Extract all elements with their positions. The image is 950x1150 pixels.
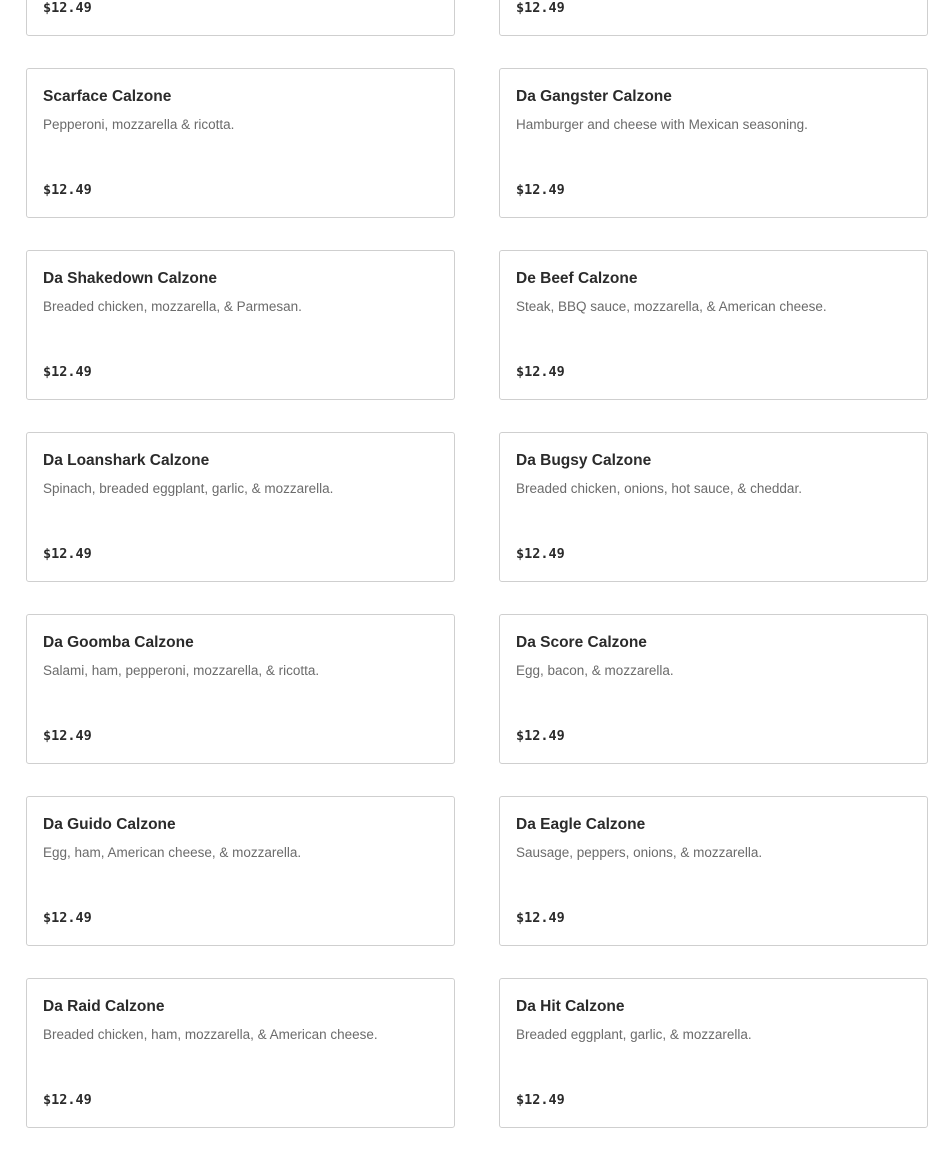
menu-item-price: $12.49 — [516, 546, 565, 562]
menu-item-card[interactable] — [26, 432, 455, 582]
menu-item-card[interactable] — [499, 796, 928, 946]
menu-item-name: Scarface Calzone — [43, 88, 172, 105]
menu-item-description: Steak, BBQ sauce, mozzarella, & American cheese. — [516, 299, 827, 314]
menu-item-description: Hamburger and cheese with Mexican seasoning. — [516, 117, 808, 132]
menu-item-price: $12.49 — [516, 910, 565, 926]
menu-item-name: Da Raid Calzone — [43, 998, 165, 1015]
menu-item-description: Spinach, breaded eggplant, garlic, & mozzarella. — [43, 481, 334, 496]
menu-item-name: Da Score Calzone — [516, 634, 647, 651]
menu-item-name: Da Eagle Calzone — [516, 816, 646, 833]
menu-item-card[interactable] — [26, 250, 455, 400]
menu-item-card[interactable] — [499, 0, 928, 36]
menu-item-card[interactable] — [499, 68, 928, 218]
menu-item-name: Da Goomba Calzone — [43, 634, 194, 651]
menu-item-description: Breaded chicken, mozzarella, & Parmesan. — [43, 299, 302, 314]
menu-item-name: Da Hit Calzone — [516, 998, 625, 1015]
menu-item-name: Da Gangster Calzone — [516, 88, 672, 105]
menu-item-price: $12.49 — [516, 1092, 565, 1108]
menu-item-price: $12.49 — [516, 364, 565, 380]
menu-item-price: $12.49 — [43, 1092, 92, 1108]
menu-item-grid — [26, 0, 928, 1128]
menu-item-card[interactable] — [26, 796, 455, 946]
menu-item-card[interactable] — [499, 978, 928, 1128]
menu-item-price: $12.49 — [43, 546, 92, 562]
menu-item-name: De Beef Calzone — [516, 270, 638, 287]
menu-item-description: Breaded eggplant, garlic, & mozzarella. — [516, 1027, 752, 1042]
menu-item-price: $12.49 — [516, 728, 565, 744]
menu-item-card[interactable] — [499, 250, 928, 400]
menu-item-description: Egg, ham, American cheese, & mozzarella. — [43, 845, 302, 860]
menu-item-card[interactable] — [26, 0, 455, 36]
menu-item-description: Egg, bacon, & mozzarella. — [516, 663, 674, 678]
menu-item-name: Da Shakedown Calzone — [43, 270, 217, 287]
menu-item-card[interactable] — [26, 614, 455, 764]
menu-item-description: Sausage, peppers, onions, & mozzarella. — [516, 845, 763, 860]
menu-item-card[interactable] — [26, 68, 455, 218]
menu-item-price: $12.49 — [43, 910, 92, 926]
menu-item-price: $12.49 — [43, 728, 92, 744]
menu-item-price: $12.49 — [516, 182, 565, 198]
menu-item-description: Breaded chicken, onions, hot sauce, & cheddar. — [516, 481, 802, 496]
menu-item-name: Da Bugsy Calzone — [516, 452, 652, 469]
menu-item-name: Da Guido Calzone — [43, 816, 176, 833]
menu-item-description: Breaded chicken, ham, mozzarella, & American cheese. — [43, 1027, 378, 1042]
menu-item-description: Salami, ham, pepperoni, mozzarella, & ricotta. — [43, 663, 320, 678]
menu-item-description: Pepperoni, mozzarella & ricotta. — [43, 117, 235, 132]
menu-item-card[interactable] — [499, 432, 928, 582]
menu-item-name: Da Loanshark Calzone — [43, 452, 210, 469]
menu-item-price: $12.49 — [43, 364, 92, 380]
menu-item-price: $12.49 — [43, 182, 92, 198]
menu-item-price: $12.49 — [43, 0, 92, 16]
menu-item-price: $12.49 — [516, 0, 565, 16]
menu-item-card[interactable] — [26, 978, 455, 1128]
menu-item-card[interactable] — [499, 614, 928, 764]
